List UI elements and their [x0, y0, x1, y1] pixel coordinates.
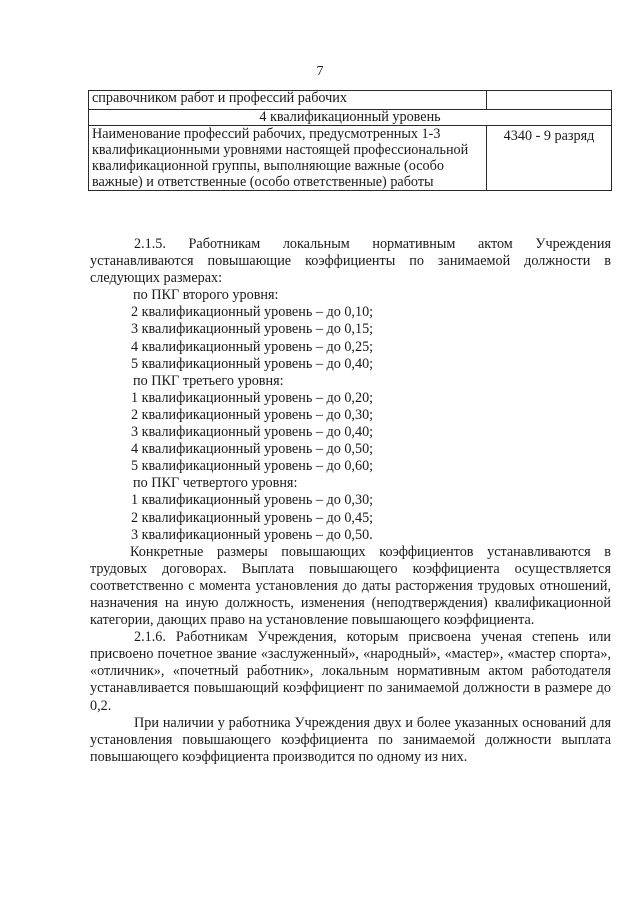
qualification-table [88, 90, 612, 191]
page-number: 7 [316, 64, 324, 79]
section-2-1-6-note: При наличии у работника Учреждения двух и более указанных оснований для установления повышающего коэффициента по занимаемой должности выплата повышающего коэффициента производится по одному из них. [90, 714, 611, 765]
section-2-1-5-intro: 2.1.5. Работникам локальным нормативным актом Учреждения устанавливаются повышающие коэффициенты по занимаемой должности в следующих размерах: [90, 236, 611, 287]
section-2-1-5-closing: Конкретные размеры повышающих коэффициентов устанавливаются в трудовых договорах. Выплата повышающего коэффициента осуществляется соответственно с момента установления до даты расторжения трудовых отношений, назначения на иную должность, изменения (неподтверждения) квалификационной категории, дающих право на установление повышающего коэффициента. [90, 543, 611, 629]
list-item: 2 квалификационный уровень – до 0,10; [131, 304, 374, 321]
table-cell-rank [487, 91, 612, 110]
list-item: 2 квалификационный уровень – до 0,45; [131, 509, 374, 526]
table-row-level-header [89, 110, 612, 126]
list-item: 2 квалификационный уровень – до 0,30; [131, 406, 374, 423]
list-item: 3 квалификационный уровень – до 0,15; [131, 321, 374, 338]
list-item: 4 квалификационный уровень – до 0,50; [131, 441, 374, 458]
table-row-main [89, 126, 612, 191]
table-cell-rank: 4340 - 9 разряд [487, 126, 612, 191]
list-item: 4 квалификационный уровень – до 0,25; [131, 338, 374, 355]
table-row-continued [89, 91, 612, 110]
list-item: 1 квалификационный уровень – до 0,20; [131, 389, 374, 406]
list-item: 5 квалификационный уровень – до 0,40; [131, 355, 374, 372]
group-title: по ПКГ третьего уровня: [133, 372, 284, 389]
group-title: по ПКГ второго уровня: [133, 287, 279, 304]
section-2-1-6-text: 2.1.6. Работникам Учреждения, которым присвоена ученая степень или присвоено почетное звание «заслуженный», «народный», «мастер», «мастер спорта», «отличник», «почетный работник», локальным нормативным актом работодателя устанавливается повышающий коэффициент по занимаемой должности в размере до 0,2. [90, 629, 611, 714]
table-level-header: 4 квалификационный уровень [89, 110, 612, 126]
list-item: 1 квалификационный уровень – до 0,30; [131, 492, 374, 509]
document-body [90, 236, 611, 766]
list-item: 3 квалификационный уровень – до 0,40; [131, 424, 374, 441]
table-cell-profession: Наименование профессий рабочих, предусмотренных 1-3 квалификационными уровнями настоящей профессиональной квалификационной группы, выполняющие важные (особо важные) и ответственные (особо ответственные) работы [89, 126, 487, 191]
list-item: 3 квалификационный уровень – до 0,50. [131, 526, 373, 543]
group-title: по ПКГ четвертого уровня: [133, 475, 298, 492]
list-item: 5 квалификационный уровень – до 0,60; [131, 458, 374, 475]
table-cell-profession: справочником работ и профессий рабочих [89, 91, 487, 110]
